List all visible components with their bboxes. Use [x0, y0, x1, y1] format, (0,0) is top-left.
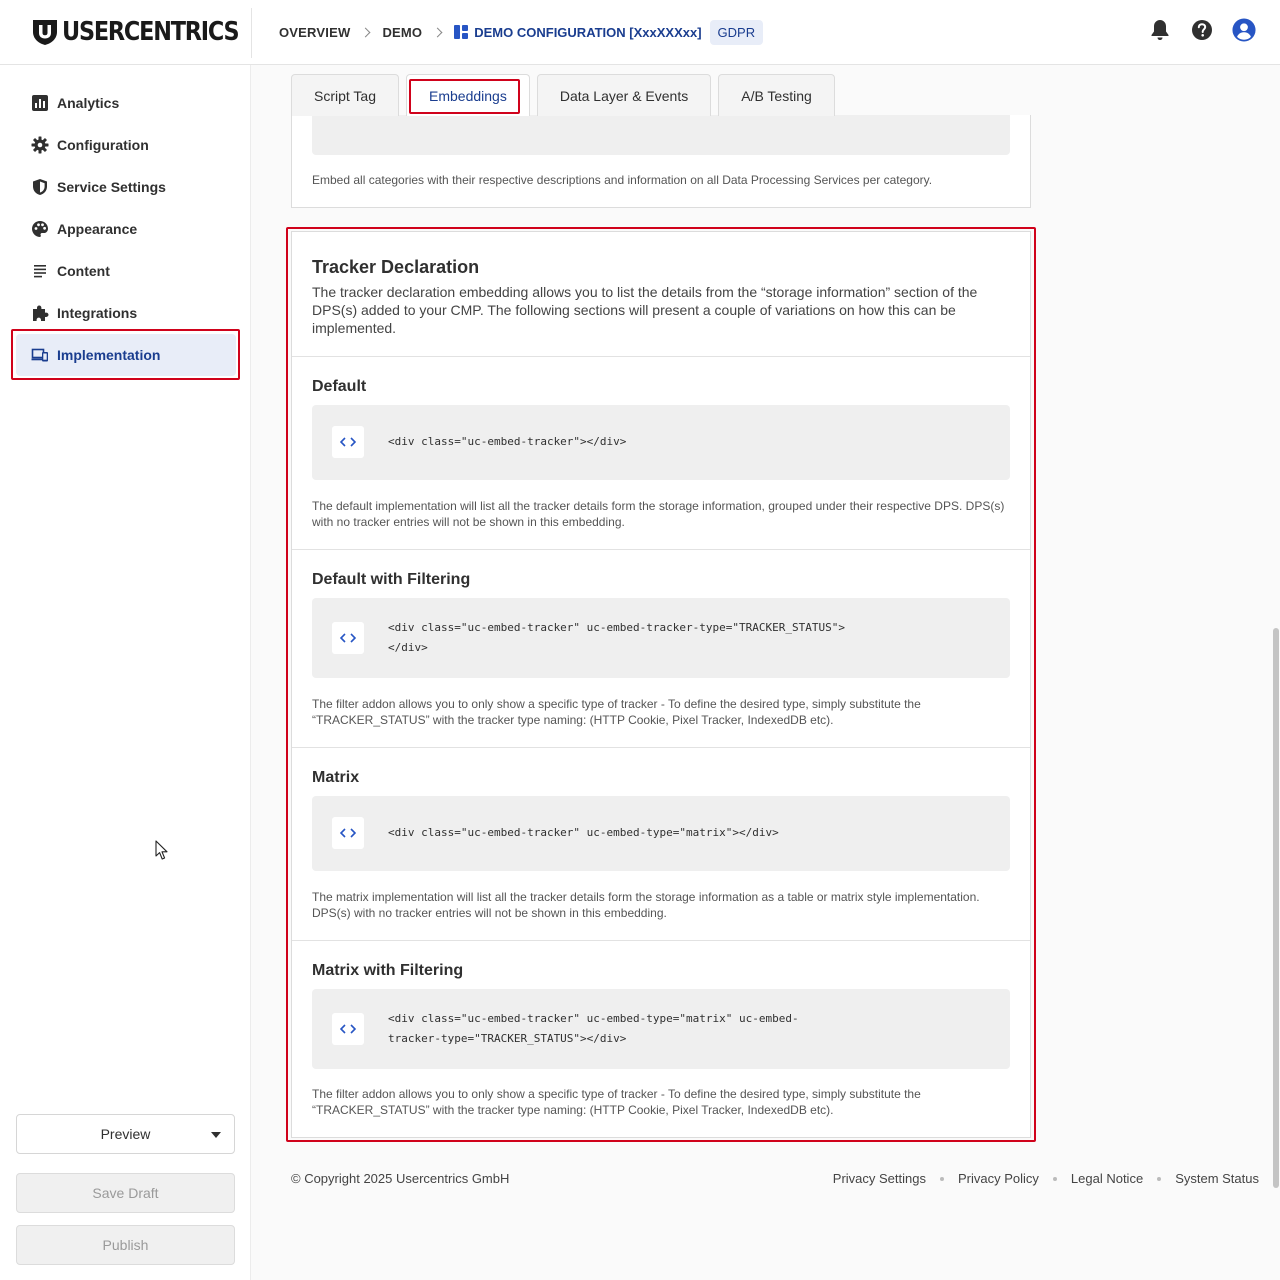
- sidebar-item-label: Service Settings: [57, 179, 166, 195]
- sidebar-item-configuration[interactable]: [16, 124, 236, 166]
- section-description-default: The default implementation will list all the tracker details form the storage information, grouped under their respective DPS. DPS(s) with no tracker entries will not be shown in this embedding.: [312, 499, 1005, 529]
- save-draft-label: Save Draft: [92, 1185, 159, 1201]
- top-header: [0, 0, 1280, 65]
- shield-icon: [31, 178, 49, 196]
- gear-icon: [31, 136, 49, 154]
- implementation-highlight-box: [11, 329, 240, 380]
- sidebar-item-service-settings[interactable]: [16, 166, 236, 208]
- footer-link-privacy-settings[interactable]: Privacy Settings: [832, 1171, 926, 1186]
- footer-separator: [940, 1177, 944, 1181]
- tab-data-layer-events[interactable]: Data Layer & Events: [537, 74, 711, 116]
- code-snippet-default[interactable]: <div class="uc-embed-tracker"></div>: [388, 435, 627, 448]
- breadcrumb-demo[interactable]: DEMO: [382, 24, 423, 40]
- dashboard-icon: [454, 25, 468, 39]
- footer-link-privacy-policy[interactable]: Privacy Policy: [957, 1171, 1039, 1186]
- sidebar: [0, 65, 251, 1280]
- section-description-matrix-filtering: The filter addon allows you to only show a specific type of tracker - To define the desired type, simply substitute the “TRACKER_STATUS” with the tracker type naming: (HTTP Cookie, Pixel Tracker, IndexedDB etc).: [312, 1087, 921, 1117]
- footer-link-legal-notice[interactable]: Legal Notice: [1070, 1171, 1144, 1186]
- code-snippet-default-filtering[interactable]: <div class="uc-embed-tracker" uc-embed-tracker-type="TRACKER_STATUS"> </div>: [388, 621, 845, 654]
- section-title-matrix: Matrix: [312, 769, 360, 786]
- sidebar-item-label: Appearance: [57, 221, 138, 237]
- sidebar-item-content[interactable]: [16, 250, 236, 292]
- gdpr-badge: GDPR: [710, 20, 764, 45]
- mouse-cursor-icon: [155, 840, 169, 861]
- sidebar-item-label: Implementation: [57, 347, 161, 363]
- sidebar-item-label: Integrations: [57, 305, 138, 321]
- tab-embeddings[interactable]: Embeddings: [406, 74, 530, 116]
- preview-dropdown-button[interactable]: [16, 1114, 235, 1154]
- scrollbar-thumb[interactable]: [1273, 628, 1279, 1188]
- breadcrumb-overview[interactable]: OVERVIEW: [279, 24, 351, 40]
- footer-separator: [1157, 1177, 1161, 1181]
- section-title-matrix-filtering: Matrix with Filtering: [312, 962, 464, 979]
- implementation-tabs: [291, 74, 835, 116]
- section-description-default-filtering: The filter addon allows you to only show a specific type of tracker - To define the desired type, simply substitute the “TRACKER_STATUS” with the tracker type naming: (HTTP Cookie, Pixel Tracker, IndexedDB etc).: [312, 697, 921, 727]
- header-actions: [1148, 18, 1256, 42]
- logo-text: USERCENTRICS: [62, 17, 239, 47]
- publish-button[interactable]: [16, 1225, 235, 1265]
- shield-logo-icon: [32, 18, 58, 46]
- footer-copyright: © Copyright 2025 Usercentrics GmbH: [291, 1171, 510, 1186]
- section-description-matrix: The matrix implementation will list all the tracker details form the storage information as a table or matrix style implementation. DPS(s) with no tracker entries will not be shown in this embedding.: [312, 890, 980, 920]
- analytics-icon: [31, 94, 49, 112]
- code-snippet-matrix[interactable]: <div class="uc-embed-tracker" uc-embed-type="matrix"></div>: [388, 826, 779, 839]
- tab-ab-testing[interactable]: A/B Testing: [718, 74, 835, 116]
- tracker-declaration-title: Tracker Declaration: [312, 257, 480, 277]
- footer-separator: [1053, 1177, 1057, 1181]
- section-title-default-filtering: Default with Filtering: [312, 571, 471, 588]
- bell-icon[interactable]: [1148, 18, 1172, 42]
- puzzle-icon: [31, 304, 49, 322]
- category-embedding-description: Embed all categories with their respective descriptions and information on all Data Processing Services per category.: [312, 173, 933, 187]
- code-snippet-matrix-filtering[interactable]: <div class="uc-embed-tracker" uc-embed-type="matrix" uc-embed- tracker-type="TRACKER_STATUS"></div>: [388, 1012, 799, 1045]
- usercentrics-logo[interactable]: [32, 18, 267, 46]
- publish-label: Publish: [102, 1237, 149, 1253]
- breadcrumb: [279, 17, 763, 47]
- configuration-label: DEMO CONFIGURATION [XxxXXXxx]: [474, 24, 702, 40]
- category-embedding-card: [291, 115, 1031, 208]
- footer-link-system-status[interactable]: System Status: [1175, 1171, 1259, 1186]
- breadcrumb-configuration[interactable]: [454, 25, 701, 40]
- sidebar-item-label: Content: [57, 263, 110, 279]
- user-avatar-icon[interactable]: [1232, 18, 1256, 42]
- header-divider: [251, 8, 252, 58]
- tracker-declaration-description: The tracker declaration embedding allows you to list the details from the “storage information” section of the DPS(s) added to your CMP. The following sections will present a couple of variations on how this can be implemented.: [312, 284, 978, 336]
- code-snippet-box: [312, 115, 1010, 155]
- sidebar-item-appearance[interactable]: [16, 208, 236, 250]
- lines-icon: [31, 262, 49, 280]
- chevron-right-icon: [433, 27, 443, 37]
- sidebar-item-analytics[interactable]: [16, 82, 236, 124]
- sidebar-item-label: Configuration: [57, 137, 149, 153]
- preview-label: Preview: [100, 1126, 151, 1142]
- chevron-right-icon: [361, 27, 371, 37]
- palette-icon: [31, 220, 49, 238]
- tab-script-tag[interactable]: Script Tag: [291, 74, 399, 116]
- sidebar-item-integrations[interactable]: [16, 292, 236, 334]
- footer-links: [833, 1171, 1259, 1186]
- help-icon[interactable]: [1190, 18, 1214, 42]
- embeddings-highlight-box: [409, 79, 520, 114]
- sidebar-item-label: Analytics: [57, 95, 120, 111]
- save-draft-button[interactable]: [16, 1173, 235, 1213]
- caret-down-icon: [211, 1132, 221, 1138]
- tracker-declaration-highlight-box: [286, 227, 1036, 1142]
- section-title-default: Default: [312, 378, 367, 395]
